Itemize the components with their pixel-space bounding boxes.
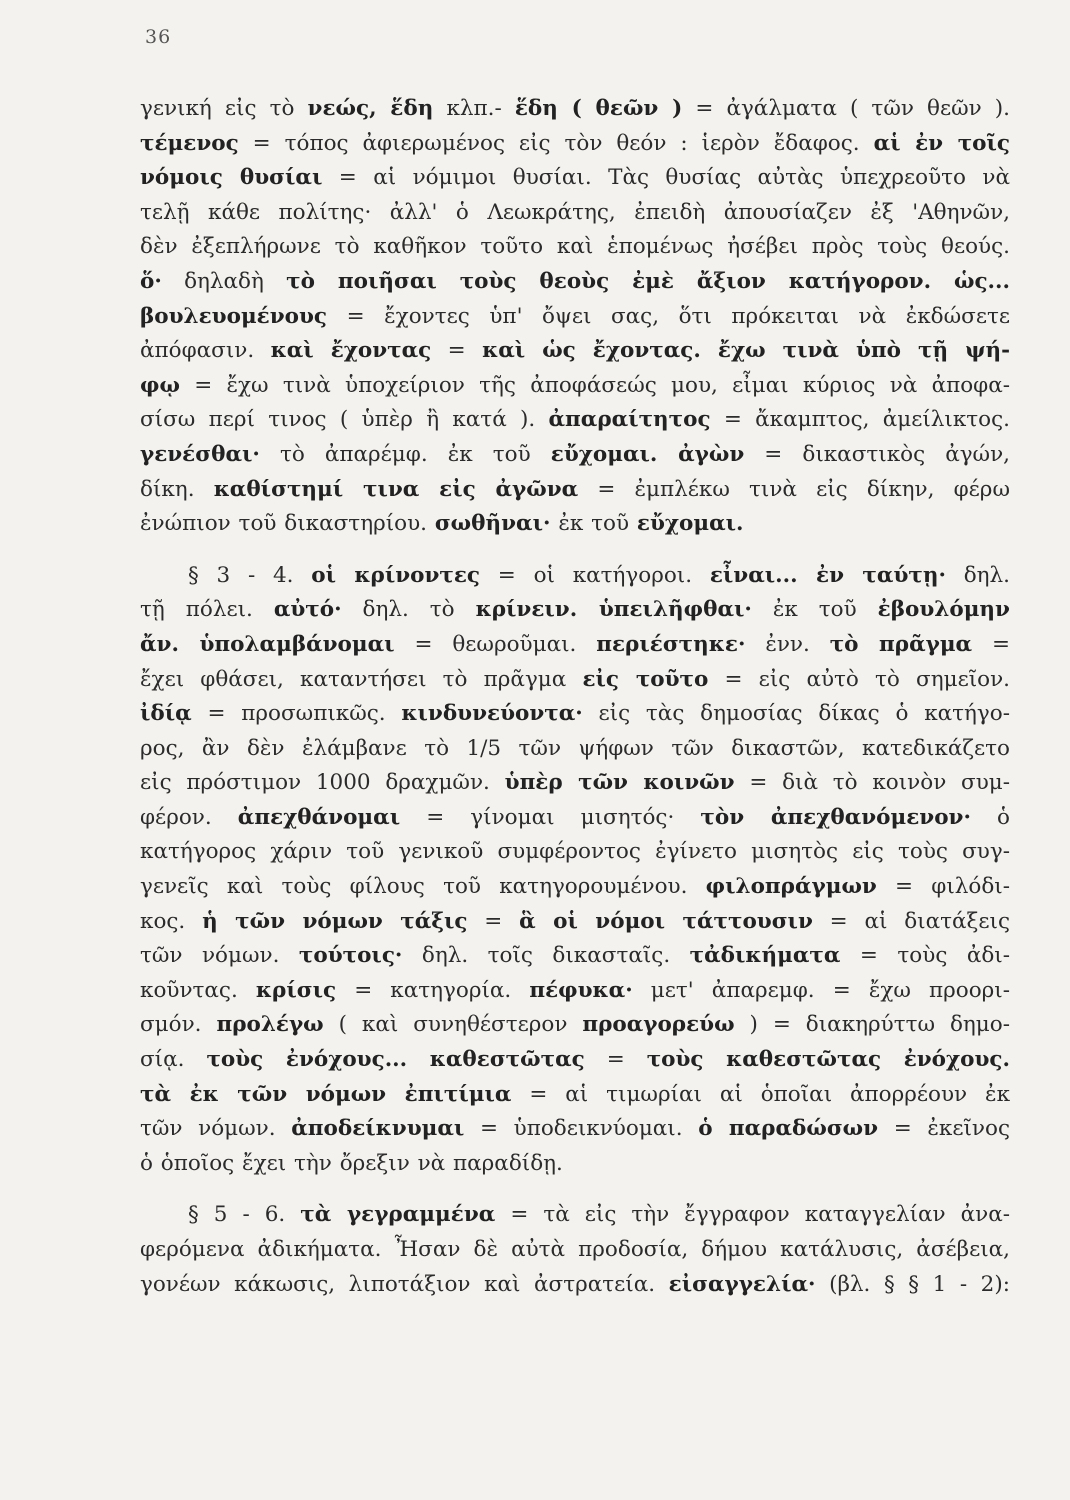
text-line (140, 1043, 1010, 1078)
text-line (140, 697, 1010, 732)
text-line (140, 835, 1010, 870)
lemma-term: οἱ κρίνοντες (311, 562, 481, 588)
lemma-term: καὶ ὡς ἔχοντας. ἔχω τινὰ ὑπὸ τῇ ψή- (482, 338, 1010, 364)
gloss-text: γονέων κάκωσις, λιποτάξιον καὶ ἀστρατεία. (140, 1271, 669, 1297)
lemma-term: ὑπὲρ τῶν κοινῶν (504, 770, 735, 796)
gloss-text: ὁ (970, 804, 1011, 830)
text-line (140, 801, 1010, 836)
text-line (140, 1078, 1010, 1113)
gloss-text: = θεωροῦμαι. (394, 631, 597, 657)
text-line (140, 939, 1010, 974)
gloss-text: τελῇ κάθε πολίτης· ἀλλ' ὁ Λεωκράτης, ἐπειδὴ ἀπουσίαζεν ἐξ 'Αθηνῶν, (140, 199, 1010, 225)
gloss-text: ἐκ τοῦ (751, 597, 878, 623)
text-line (140, 403, 1010, 438)
gloss-text: ὁ ὁποῖος ἔχει τὴν ὄρεξιν νὰ παραδίδῃ. (140, 1150, 563, 1176)
text-line (140, 1198, 1010, 1233)
text-line (140, 628, 1010, 663)
gloss-text: (βλ. § § 1 - 2): (815, 1271, 1010, 1297)
lemma-term: βουλευομένους (140, 303, 328, 329)
gloss-text: ἔχει φθάσει, καταντήσει τὸ πρᾶγμα (140, 666, 583, 692)
lemma-term: γενέσθαι· (140, 441, 260, 467)
text-line (140, 438, 1010, 473)
gloss-text: = ἄκαμπτος, ἀμείλικτος. (710, 407, 1011, 433)
lemma-term: τὰ ἐκ τῶν νόμων ἐπιτίμια (140, 1081, 512, 1107)
gloss-text: ἐκ τοῦ (550, 511, 637, 537)
lemma-term: φιλοπράγμων (705, 874, 877, 900)
lemma-term: προαγορεύω (582, 1012, 735, 1038)
paragraph-gap (140, 1181, 1010, 1198)
lemma-term: εἰς τοῦτο (582, 666, 709, 692)
lemma-term: τούτοις· (298, 943, 403, 969)
lemma-term: νόμοις θυσίαι (140, 165, 323, 191)
gloss-text: ἀπόφασιν. (140, 338, 271, 364)
gloss-text: δηλ. (945, 562, 1010, 588)
gloss-text: = τὰ εἰς τὴν ἔγγραφον καταγγελίαν ἀνα- (495, 1202, 1011, 1228)
gloss-text: = ἐκεῖνος (878, 1116, 1010, 1142)
gloss-text: ἐνν. (745, 631, 830, 657)
text-line (140, 766, 1010, 801)
lemma-term: ἕδη ( θεῶν ) (514, 96, 683, 121)
gloss-text: = αἱ τιμωρίαι αἱ ὁποῖαι ἀπορρέουν ἐκ (511, 1081, 1011, 1107)
lemma-term: ἄν. ὑπολαμβάνομαι (140, 631, 395, 657)
lemma-term: αἱ ἐν τοῖς (873, 130, 1010, 156)
gloss-text: εἰς τὰς δημοσίας δίκας ὁ κατήγο- (582, 701, 1010, 727)
text-line (140, 1233, 1010, 1268)
gloss-text: σμόν. (140, 1012, 217, 1038)
text-line (140, 593, 1010, 628)
lemma-term: καθίστημί τινα εἰς ἀγῶνα (213, 476, 579, 502)
gloss-text: = τοὺς ἀδι- (840, 943, 1010, 969)
gloss-text: = εἰς αὐτὸ τὸ σημεῖον. (708, 666, 1010, 692)
gloss-text: κατήγορος χάριν τοῦ γενικοῦ συμφέροντος ἐγίνετο μισητὸς εἰς τοὺς συγ- (140, 839, 1010, 865)
gloss-text: σίᾳ. (140, 1047, 207, 1073)
gloss-text: φερόμενα ἀδικήματα. Ἦσαν δὲ αὐτὰ προδοσία, δήμου κατάλυσις, ἀσέβεια, (140, 1237, 1010, 1262)
lemma-term: κρίνειν. ὑπειλῆφθαι· (475, 597, 752, 623)
gloss-text: σίσω περί τινος ( ὑπὲρ ἢ κατά ). (140, 407, 549, 433)
lemma-term: εὔχομαι. ἀγὼν (550, 441, 745, 467)
gloss-text: = ἐμπλέκω τινὰ εἰς δίκην, φέρω (578, 476, 1010, 502)
lemma-term: τοὺς καθεστῶτας ἐνόχους. (646, 1047, 1011, 1073)
text-line (140, 974, 1010, 1009)
text-line (140, 230, 1010, 265)
text-line (140, 905, 1010, 940)
text-line (140, 334, 1010, 369)
gloss-text: = οἱ κατήγοροι. (480, 562, 710, 588)
gloss-text: κοῦντας. (140, 977, 256, 1003)
text-line (140, 507, 1010, 542)
lemma-term: ἐβουλόμην (877, 597, 1010, 623)
gloss-text: = (431, 338, 483, 364)
text-line (140, 559, 1010, 594)
gloss-text: = ἔχοντες ὑπ' ὄψει σας, ὅτι πρόκειται νὰ ἐκδώσετε (327, 303, 1010, 329)
lemma-term: ἀποδείκνυμαι (291, 1116, 465, 1142)
text-line (140, 1147, 1010, 1182)
lemma-term: τοὺς ἐνόχους... καθεστῶτας (206, 1047, 585, 1073)
gloss-text: εἰς πρόστιμον 1000 δραχμῶν. (140, 770, 505, 796)
page-number: 36 (145, 26, 172, 48)
lemma-term: κινδυνεύοντα· (401, 701, 583, 727)
lemma-term: εἰσαγγελία· (668, 1271, 816, 1297)
gloss-text: τῇ πόλει. (140, 597, 274, 623)
gloss-text: δίκη. (140, 476, 214, 502)
lemma-term: κρίσις (255, 977, 337, 1003)
gloss-text: ρος, ἂν δὲν ἐλάμβανε τὸ 1/5 τῶν ψήφων τῶν δικαστῶν, κατεδικάζετο (140, 735, 1010, 761)
text-line (140, 473, 1010, 508)
gloss-text: ) = διακηρύττω δημο- (734, 1012, 1010, 1038)
lemma-term: ἃ οἱ νόμοι τάττουσιν (519, 908, 813, 934)
lemma-term: ὁ παραδώσων (698, 1116, 879, 1142)
lemma-term: πέφυκα· (529, 977, 633, 1003)
lemma-term: ἀπεχθάνομαι (237, 804, 401, 830)
gloss-text: = ἀγάλματα ( τῶν θεῶν ). (682, 96, 1011, 121)
lemma-term: σωθῆναι· (434, 511, 551, 537)
text-line (140, 732, 1010, 767)
gloss-text: = ὑποδεικνύομαι. (464, 1116, 699, 1142)
text-line (140, 1008, 1010, 1043)
gloss-text: γενική εἰς τὸ (140, 96, 308, 121)
lemma-term: εἶναι... ἐν ταύτῃ· (709, 562, 946, 588)
gloss-text: τῶν νόμων. (140, 943, 299, 969)
gloss-text: = ἔχω τινὰ ὑποχείριον τῆς ἀποφάσεώς μου, εἶμαι κύριος νὰ ἀποφα- (179, 372, 1010, 398)
gloss-text: δηλ. τοῖς δικασταῖς. (402, 943, 690, 969)
lemma-term: τέμενος (140, 130, 239, 156)
lemma-term: νεώς, ἕδη (307, 96, 434, 121)
text-line (140, 300, 1010, 335)
text-line (140, 265, 1010, 300)
gloss-text: = αἱ νόμιμοι θυσίαι. Τὰς θυσίας αὐτὰς ὑπεχρεοῦτο νὰ (322, 165, 1010, 191)
gloss-text: μετ' ἀπαρεμφ. = ἔχω προορι- (632, 977, 1011, 1003)
lemma-term: αὐτό· (273, 597, 342, 623)
gloss-text: = (584, 1047, 647, 1073)
text-line (140, 369, 1010, 404)
text-line (140, 161, 1010, 196)
lemma-term: τὰ γεγραμμένα (300, 1202, 496, 1228)
lemma-term: τὸν ἀπεχθανόμενον· (700, 804, 971, 830)
gloss-text: § 3 - 4. (188, 562, 312, 588)
lemma-term: ἀπαραίτητος (548, 407, 711, 433)
lemma-term: τὸ ποιῆσαι τοὺς θεοὺς ἐμὲ ἄξιον κατήγορον. ὡς... (286, 268, 1011, 294)
text-line (140, 1112, 1010, 1147)
lemma-term: καὶ ἔχοντας (270, 338, 432, 364)
gloss-text: κος. (140, 908, 203, 934)
lemma-term: ἡ τῶν νόμων τάξις (202, 908, 468, 934)
gloss-text: = αἱ διατάξεις (812, 908, 1010, 934)
gloss-text: τῶν νόμων. (140, 1116, 292, 1142)
gloss-text: = κατηγορία. (336, 977, 530, 1003)
gloss-text: § 5 - 6. (188, 1202, 301, 1228)
gloss-text: κλπ.- (433, 96, 515, 121)
text-line (140, 663, 1010, 698)
lemma-term: ἰδίᾳ (140, 701, 192, 727)
text-line (140, 870, 1010, 905)
commentary-text (140, 92, 1010, 1302)
gloss-text: = δικαστικὸς ἀγών, (744, 441, 1010, 467)
gloss-text: γενεῖς καὶ τοὺς φίλους τοῦ κατηγορουμένου. (140, 874, 706, 900)
text-line (140, 196, 1010, 231)
gloss-text: δηλ. τὸ (341, 597, 476, 623)
text-line (140, 1268, 1010, 1303)
gloss-text: δηλαδὴ (161, 268, 287, 294)
gloss-text: = γίνομαι μισητός· (400, 804, 701, 830)
gloss-text: = (467, 908, 520, 934)
gloss-text: = τόπος ἀφιερωμένος εἰς τὸν θεόν : ἱερὸν ἔδαφος. (238, 130, 874, 156)
paragraph-gap (140, 542, 1010, 559)
gloss-text: = προσωπικῶς. (191, 701, 402, 727)
gloss-text: δὲν ἐξεπλήρωνε τὸ καθῆκον τοῦτο καὶ ἑπομένως ἠσέβει πρὸς τοὺς θεούς. (140, 234, 1010, 260)
lemma-term: φῳ (140, 372, 180, 398)
gloss-text: = φιλόδι- (876, 874, 1010, 900)
lemma-term: τἀδικήματα (689, 943, 841, 969)
lemma-term: εὔχομαι. (636, 511, 744, 537)
gloss-text: ἐνώπιον τοῦ δικαστηρίου. (140, 511, 435, 537)
gloss-text: τὸ ἀπαρέμφ. ἐκ τοῦ (259, 441, 551, 467)
lemma-term: περιέστηκε· (596, 631, 746, 657)
gloss-text: = (972, 631, 1010, 657)
lemma-term: προλέγω (216, 1012, 324, 1038)
gloss-text: φέρον. (140, 804, 238, 830)
text-line (140, 92, 1010, 127)
gloss-text: ( καὶ συνηθέστερον (323, 1012, 583, 1038)
gloss-text: = διὰ τὸ κοινὸν συμ- (734, 770, 1011, 796)
lemma-term: ὅ· (140, 268, 162, 294)
text-line (140, 127, 1010, 162)
lemma-term: τὸ πρᾶγμα (829, 631, 973, 657)
